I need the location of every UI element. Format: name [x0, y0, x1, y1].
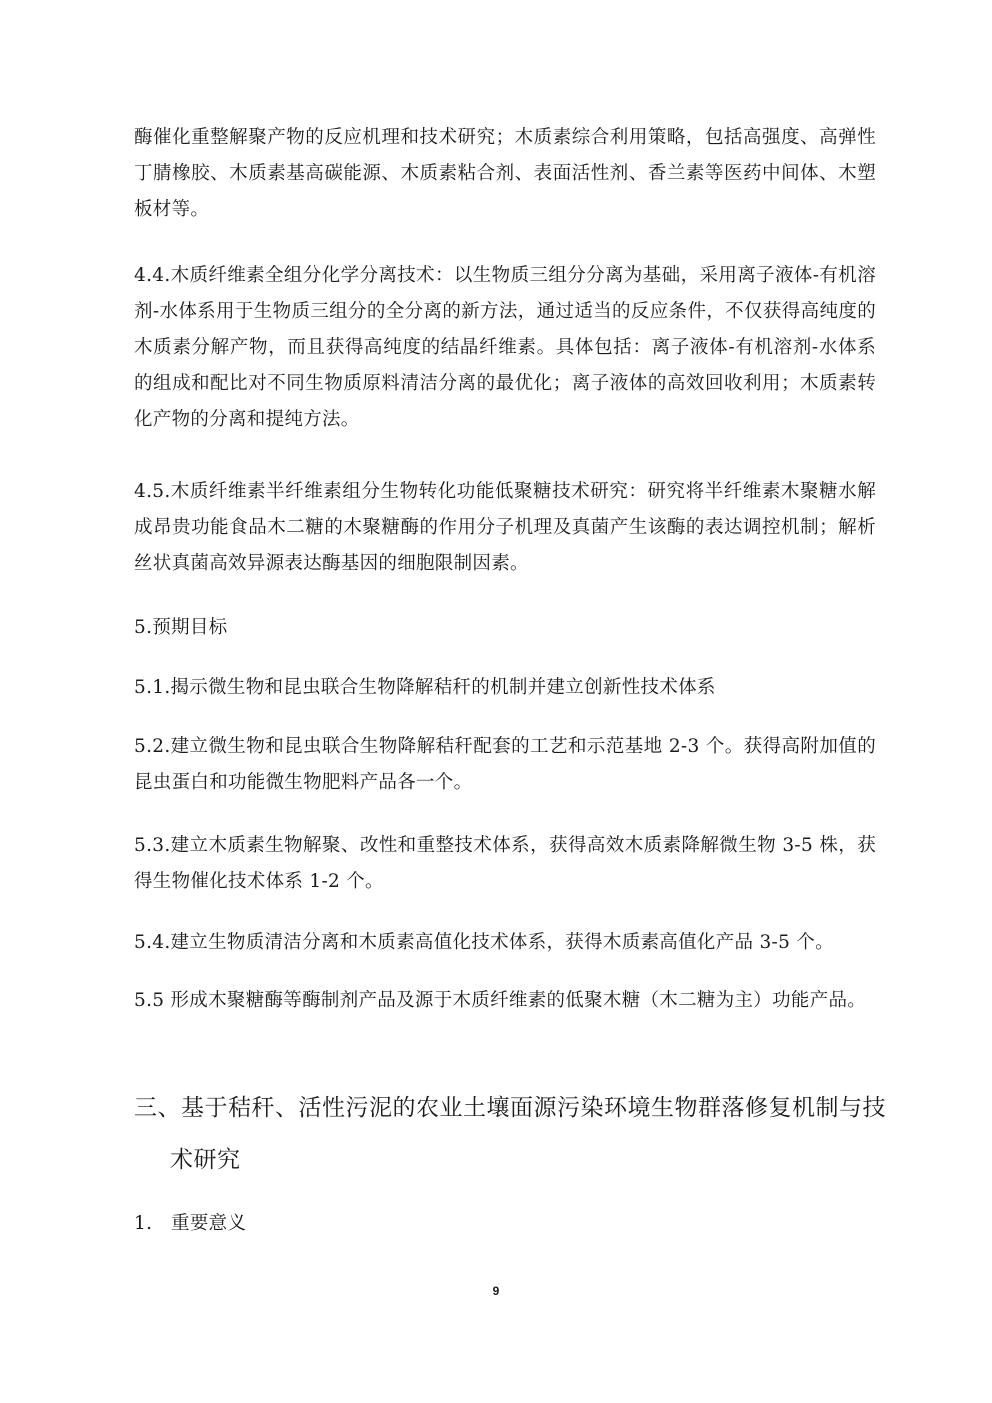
section-three-heading-line1: 三、基于秸秆、活性污泥的农业土壤面源污染环境生物群落修复机制与技 [134, 1095, 886, 1121]
paragraph-4-4-separation-technology: 4.4.木质纤维素全组分化学分离技术：以生物质三组分分离为基础，采用离子液体-有机溶剂-水体系用于生物质三组分的全分离的新方法，通过适当的反应条件，不仅获得高纯度的木质素分解产物，而且获得高纯度的结晶纤维素。具体包括：离子液体-有机溶剂-水体系的组成和配比对不同生物质原料清洁分离的最优化；离子液体的高效回收利用；木质素转化产物的分离和提纯方法。 [134, 265, 876, 430]
subheading-importance: 1. 重要意义 [134, 1213, 247, 1234]
paragraph-lignin-utilization: 酶催化重整解聚产物的反应机理和技术研究；木质素综合利用策略，包括高强度、高弹性丁腈橡胶、木质素基高碳能源、木质素粘合剂、表面活性剂、香兰素等医药中间体、木塑板材等。 [134, 127, 876, 220]
goal-5-1: 5.1.揭示微生物和昆虫联合生物降解秸秆的机制并建立创新性技术体系 [134, 677, 716, 698]
section-three-heading [134, 1082, 894, 1186]
goal-5-3: 5.3.建立木质素生物解聚、改性和重整技术体系，获得高效木质素降解微生物 3-5 株，获得生物催化技术体系 1-2 个。 [134, 835, 876, 892]
page-number: 9 [492, 1284, 500, 1298]
goal-5-4: 5.4.建立生物质清洁分离和木质素高值化技术体系，获得木质素高值化产品 3-5 个。 [134, 932, 834, 953]
section-three-heading-line2: 术研究 [170, 1147, 241, 1173]
goal-5-2: 5.2.建立微生物和昆虫联合生物降解秸秆配套的工艺和示范基地 2-3 个。获得高附加值的昆虫蛋白和功能微生物肥料产品各一个。 [134, 736, 876, 793]
paragraph-4-5-oligosaccharide-research: 4.5.木质纤维素半纤维素组分生物转化功能低聚糖技术研究：研究将半纤维素木聚糖水解成昂贵功能食品木二糖的木聚糖酶的作用分子机理及真菌产生该酶的表达调控机制；解析丝状真菌高效异源表达酶基因的细胞限制因素。 [134, 481, 876, 574]
section-5-expected-goals: 5.预期目标 [134, 617, 228, 638]
goal-5-5: 5.5 形成木聚糖酶等酶制剂产品及源于木质纤维素的低聚木糖（木二糖为主）功能产品。 [134, 990, 867, 1011]
